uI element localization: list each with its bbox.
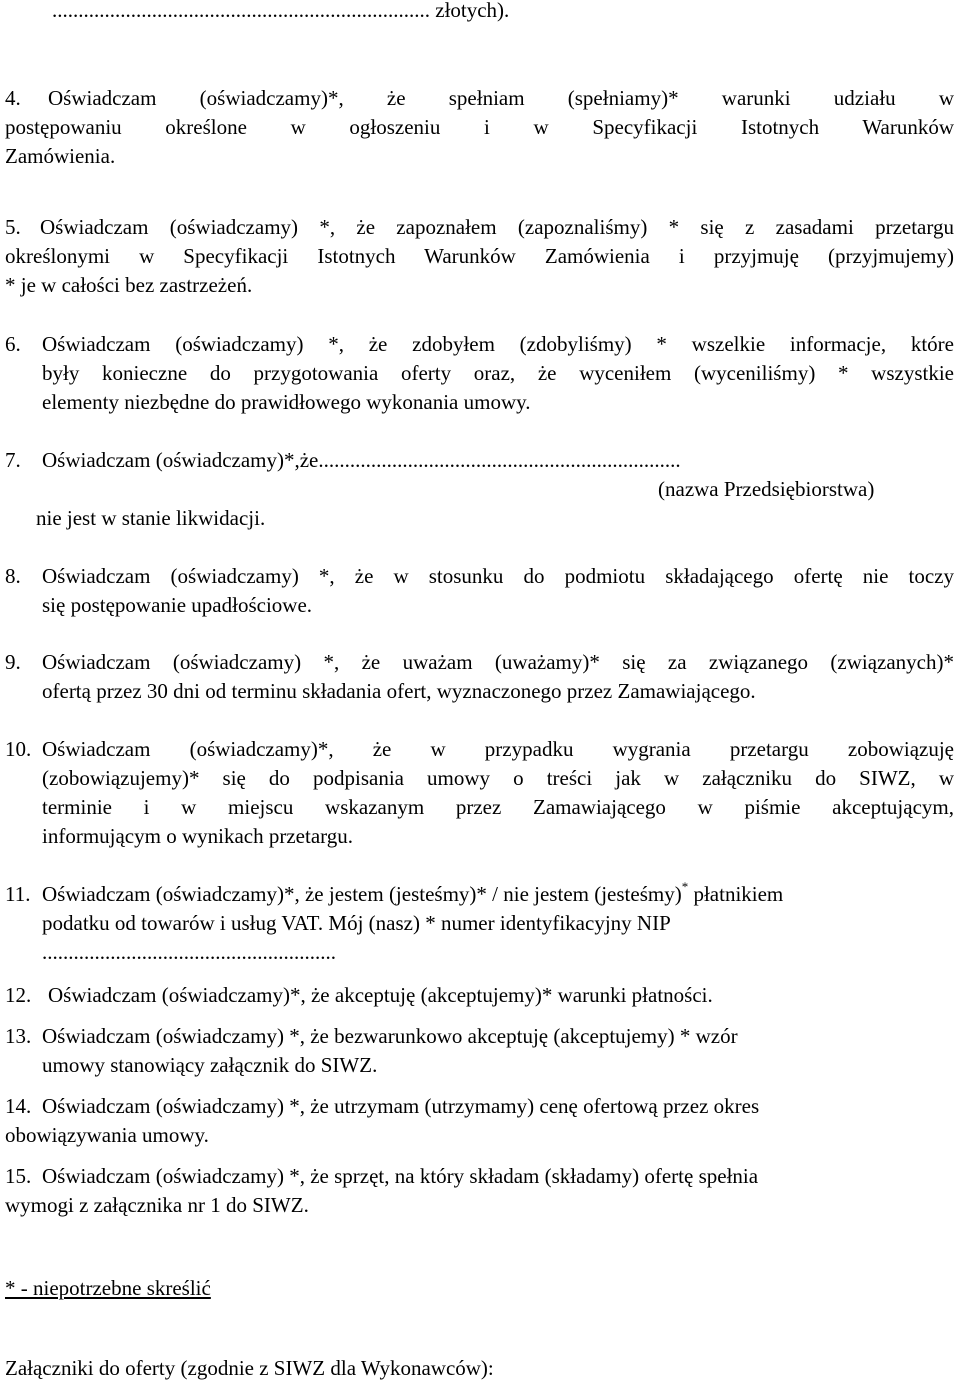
statement-text: (zobowiązujemy)* się do podpisania umowy o treści jak w załączniku do SIWZ, w xyxy=(42,766,954,790)
statement-text-part: Oświadczam (oświadczamy)*, że jestem (jesteśmy)* / nie jestem (jesteśmy) xyxy=(42,882,682,906)
attachments-heading: Załączniki do oferty (zgodnie z SIWZ dla Wykonawców): xyxy=(5,1356,494,1380)
item-number: 6. xyxy=(5,332,21,356)
statement-text: nie jest w stanie likwidacji. xyxy=(36,506,266,530)
statement-text-part: płatnikiem xyxy=(688,882,784,906)
nip-field: ........................................................ xyxy=(42,940,336,964)
statement-text: postępowaniu określone w ogłoszeniu i w Specyfikacji Istotnych Warunków xyxy=(5,115,954,139)
statement-text: wymogi z załącznika nr 1 do SIWZ. xyxy=(5,1193,309,1217)
statement-text: określonymi w Specyfikacji Istotnych Warunków Zamówienia i przyjmuję (przyjmujemy) xyxy=(5,244,954,268)
item-number: 8. xyxy=(5,564,21,588)
statement-text: Oświadczam (oświadczamy) *, że zapoznałem (zapoznaliśmy) * się z zasadami przetargu xyxy=(40,215,954,239)
item-number: 5. xyxy=(5,215,21,239)
statement-text: Oświadczam (oświadczamy) *, że bezwarunkowo akceptuję (akceptujemy) * wzór xyxy=(42,1024,738,1048)
statement-text: się postępowanie upadłościowe. xyxy=(42,593,313,617)
statement-text xyxy=(42,880,783,908)
statement-text: terminie i w miejscu wskazanym przez Zamawiającego w piśmie akceptującym, xyxy=(42,795,954,819)
statement-text: Oświadczam (oświadczamy) *, że w stosunku do podmiotu składającego ofertę nie toczy xyxy=(42,564,954,588)
company-name-field: Oświadczam (oświadczamy)*,że..................................................................... xyxy=(42,448,681,472)
footnote-marker: * xyxy=(681,879,689,894)
statement-text: Oświadczam (oświadczamy) *, że sprzęt, na który składam (składamy) ofertę spełnia xyxy=(42,1164,759,1188)
statement-text: Oświadczam (oświadczamy) *, że zdobyłem (zdobyliśmy) * wszelkie informacje, które xyxy=(42,332,954,356)
statement-text: Oświadczam (oświadczamy)*, że spełniam (spełniamy)* warunki udziału w xyxy=(48,86,954,110)
statement-text: informującym o wynikach przetargu. xyxy=(42,824,354,848)
amount-line: ........................................................................ złotych). xyxy=(52,0,510,22)
item-number: 12. xyxy=(5,983,32,1007)
item-number: 7. xyxy=(5,448,21,472)
statement-text: Oświadczam (oświadczamy) *, że utrzymam (utrzymamy) cenę ofertową przez okres xyxy=(42,1094,760,1118)
item-number: 9. xyxy=(5,650,21,674)
item-number: 15. xyxy=(5,1164,32,1188)
item-number: 14. xyxy=(5,1094,32,1118)
statement-text: podatku od towarów i usług VAT. Mój (nasz) * numer identyfikacyjny NIP xyxy=(42,911,671,935)
statement-text: ofertą przez 30 dni od terminu składania ofert, wyznaczonego przez Zamawiającego. xyxy=(42,679,756,703)
statement-text: Oświadczam (oświadczamy)*, że w przypadku wygrania przetargu zobowiązuję xyxy=(42,737,954,761)
statement-text: obowiązywania umowy. xyxy=(5,1123,209,1147)
company-name-caption: (nazwa Przedsiębiorstwa) xyxy=(658,477,875,501)
item-number: 4. xyxy=(5,86,21,110)
statement-text: Oświadczam (oświadczamy)*, że akceptuję (akceptujemy)* warunki płatności. xyxy=(48,983,713,1007)
statement-text: umowy stanowiący załącznik do SIWZ. xyxy=(42,1053,378,1077)
statement-text: elementy niezbędne do prawidłowego wykonania umowy. xyxy=(42,390,531,414)
statement-text: * je w całości bez zastrzeżeń. xyxy=(5,273,253,297)
footnote: * - niepotrzebne skreślić xyxy=(5,1276,211,1300)
statement-text: Zamówienia. xyxy=(5,144,116,168)
statement-text: były konieczne do przygotowania oferty oraz, że wyceniłem (wyceniliśmy) * wszystkie xyxy=(42,361,954,385)
item-number: 13. xyxy=(5,1024,32,1048)
item-number: 11. xyxy=(5,882,31,906)
item-number: 10. xyxy=(5,737,32,761)
statement-text: Oświadczam (oświadczamy) *, że uważam (uważamy)* się za związanego (związanych)* xyxy=(42,650,954,674)
